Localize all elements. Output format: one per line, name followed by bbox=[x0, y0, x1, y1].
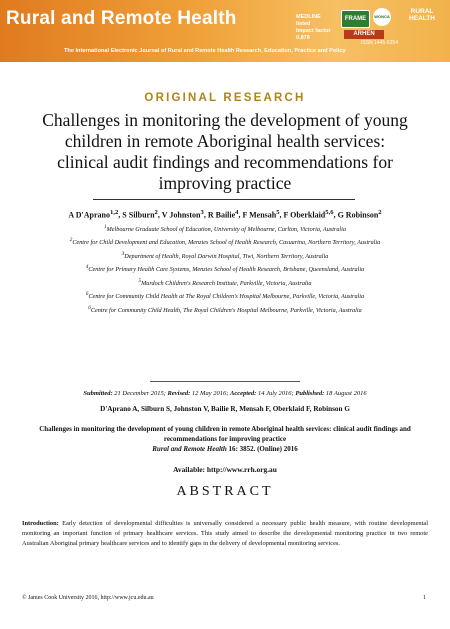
author: S Silburn bbox=[122, 210, 155, 220]
footer-copyright: © James Cook University 2016, http://www.jcu.edu.au bbox=[22, 595, 154, 601]
page-number: 1 bbox=[423, 595, 426, 601]
article-title: Challenges in monitoring the development of young children in remote Aboriginal health services: clinical audit findings and recommendations for improving practice bbox=[42, 110, 408, 193]
author-sup: 5,6 bbox=[325, 209, 334, 216]
affiliation-list bbox=[60, 222, 390, 316]
citation-source: Rural and Remote Health 16: 3852. (Online) 2016 bbox=[152, 445, 298, 453]
journal-subtitle: The International Electronic Journal of Rural and Remote Health Research, Education, Practice and Policy bbox=[64, 48, 346, 54]
arhen-logo: ARHEN bbox=[344, 30, 384, 39]
affiliation: $^6$Centre for Community Child Health at The Royal Children's Hospital Melbourne, Parkville, Victoria, Australia bbox=[85, 291, 365, 301]
affiliation: $^1$Melbourne Graduate School of Education, University of Melbourne, Carlton, Victoria, Australia bbox=[104, 224, 346, 234]
wonca-logo: WONCA bbox=[373, 8, 391, 26]
affiliation: $^6$Centre for Community Child Health, The Royal Children's Hospital Melbourne, Parkville, Victoria, Australia bbox=[88, 304, 362, 314]
affiliation: $^4$Centre for Primary Health Care Systems, Menzies School of Health Research, Brisbane, Queensland, Australia bbox=[85, 264, 365, 274]
citation-authors: D'Aprano A, Silburn S, Johnston V, Bailie R, Mensah F, Oberklaid F, Robinson G bbox=[100, 405, 350, 413]
abstract-heading: ABSTRACT bbox=[176, 484, 274, 499]
impact-factor: Impact factor 0.878 bbox=[296, 28, 331, 41]
author-sup: 2 bbox=[378, 209, 382, 216]
author-sup: 3 bbox=[200, 209, 204, 216]
author: V Johnston bbox=[161, 210, 201, 220]
author-sup: 1,2 bbox=[109, 209, 119, 216]
author: A D'Aprano bbox=[68, 210, 110, 220]
author-sup: 2 bbox=[154, 209, 158, 216]
available-url[interactable]: Available: http://www.rrh.org.au bbox=[173, 465, 277, 474]
author: F Mensah bbox=[242, 210, 277, 220]
section-label: ORIGINAL RESEARCH bbox=[144, 92, 306, 104]
affiliation-divider bbox=[150, 381, 300, 382]
publication-dates: Submitted: 21 December 2015; Revised: 12 May 2016; Accepted: 14 July 2016; Published: 18 August 2016 bbox=[83, 390, 367, 397]
title-divider bbox=[93, 199, 355, 200]
issn: ISSN 1445-6354 bbox=[361, 40, 398, 46]
affiliation: $^5$Murdoch Children's Research Institute, Parkville, Victoria, Australia bbox=[138, 277, 312, 287]
author: G Robinson bbox=[337, 210, 379, 220]
affiliation: $^3$Department of Health, Royal Darwin Hospital, Tiwi, Northern Territory, Australia bbox=[121, 250, 329, 260]
frame-logo: FRAME bbox=[341, 10, 370, 28]
medline-label: MEDLINE listed bbox=[296, 14, 321, 27]
author: R Bailie bbox=[207, 210, 236, 220]
citation-block bbox=[22, 424, 428, 454]
affiliation: $^2$Centre for Child Development and Education, Menzies School of Health Research, Casuarina, Northern Territory, Australia bbox=[69, 237, 381, 247]
citation-title: Challenges in monitoring the development of young children in remote Aboriginal health services: clinical audit findings and recommendations for improving practice bbox=[39, 425, 411, 443]
author-sup: 4 bbox=[235, 209, 239, 216]
rural-health-logo: RURAL HEALTH bbox=[409, 8, 435, 22]
medline-badge bbox=[296, 14, 336, 42]
author-list: A D'Aprano$^{1,2}$, S Silburn$^2$, V Johnston$^3$, R Bailie$^4$, F Mensah$^5$, F Oberklaid$^{5,6}$, G Robinson$^2$ bbox=[68, 209, 382, 220]
journal-title: Rural and Remote Health bbox=[6, 8, 237, 29]
author-sup: 5 bbox=[276, 209, 280, 216]
journal-banner bbox=[0, 0, 450, 62]
abstract-introduction: Introduction: Early detection of developmental difficulties is universally considered a necessary public health measure, with routine developmental monitoring an important function of primary healthcare services. This study aimed to describe the developmental monitoring practice in two remote Australian Aboriginal primary healthcare services and to identify gaps in the delivery of developmental monitoring services. bbox=[22, 520, 428, 547]
author: F Oberklaid bbox=[283, 210, 326, 220]
